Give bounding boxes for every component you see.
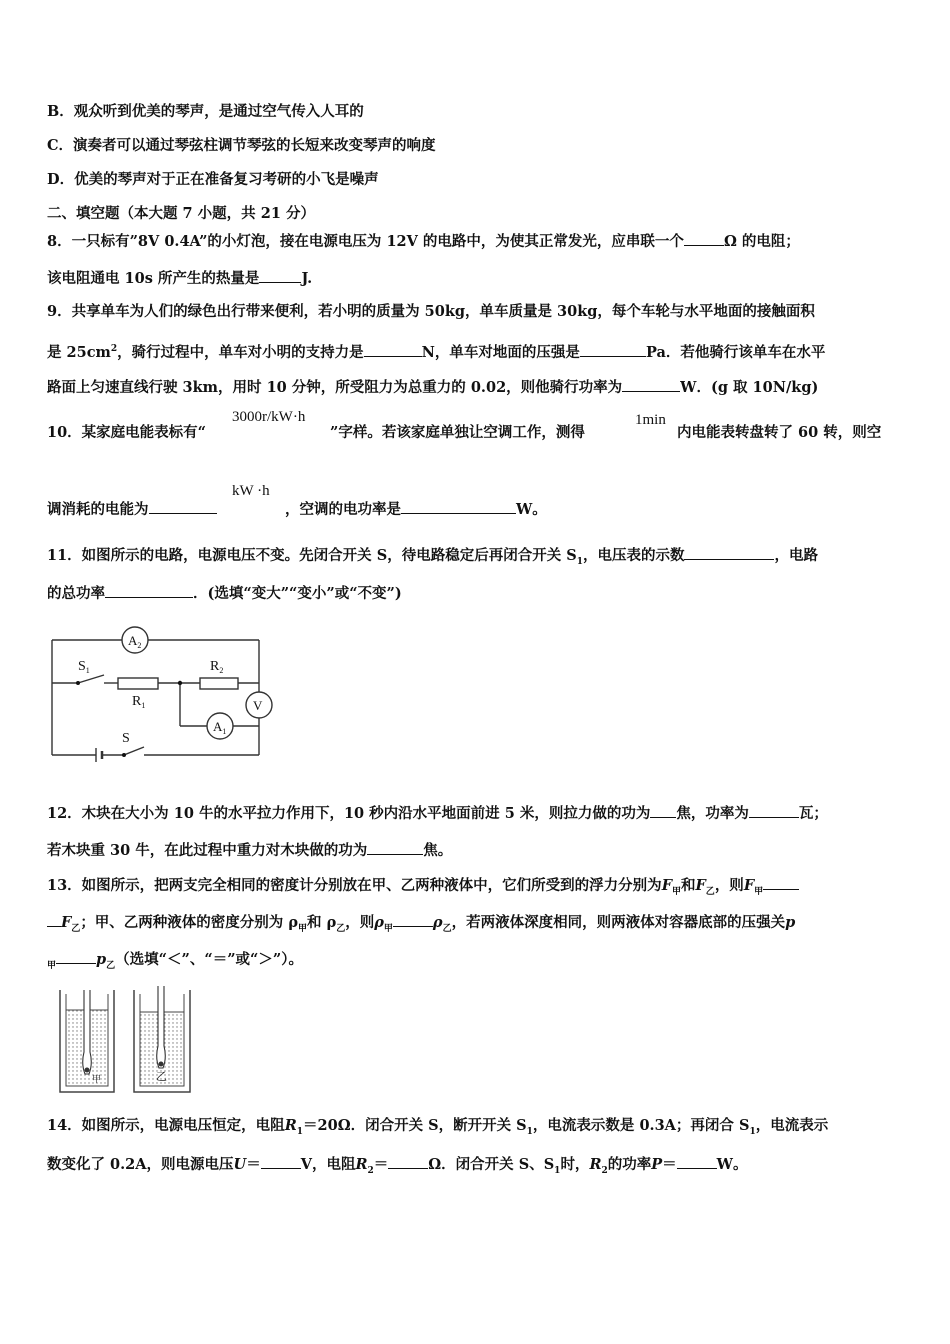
q11-sub: 1 — [576, 556, 583, 567]
q13-line3 — [47, 949, 303, 975]
resistor-r1 — [118, 678, 158, 689]
label-jia: 甲 — [92, 1075, 102, 1085]
q13-line1 — [47, 875, 799, 901]
q13-rho: ρ — [374, 914, 384, 931]
resistor-r2 — [200, 678, 238, 689]
q14-p: P — [651, 1156, 663, 1173]
q13-sub-5: 甲 — [298, 923, 308, 934]
label-s1: $S_1$ — [78, 659, 90, 675]
q13-sub-10: 乙 — [106, 960, 116, 971]
label-s: S — [122, 731, 130, 746]
q10-text-c: 内电能表转盘转了 60 转，则空 — [677, 424, 882, 441]
q13-f1: F — [661, 877, 672, 894]
q9-text-e: 路面上匀速直线行驶 3km，用时 10 分钟，所受阻力为总重力的 0.02，则他骑行功率为 — [47, 379, 623, 396]
q14-line1 — [47, 1117, 828, 1141]
beaker-jia — [60, 990, 114, 1092]
q14-text-i: 的功率 — [607, 1156, 652, 1173]
q13-sub-2: 乙 — [705, 886, 715, 897]
q10-line2 — [47, 499, 217, 519]
beaker-yi — [134, 986, 190, 1092]
q14-line2 — [47, 1154, 747, 1180]
q11-line1 — [47, 545, 818, 571]
hydrometer-yi — [157, 986, 166, 1068]
q14-r2-b: R — [589, 1156, 602, 1173]
q11-blank-2[interactable] — [105, 583, 193, 598]
label-yi: 乙 — [156, 1070, 167, 1083]
q10-blank-2[interactable] — [401, 499, 516, 514]
q13-text-d: ；甲、乙两种液体的密度分别为 ρ — [80, 914, 299, 931]
option-b: B．观众听到优美的琴声，是通过空气传入人耳的 — [47, 103, 364, 120]
q9-text-f: W．(g 取 10N/kg) — [680, 379, 819, 396]
label-a1: $A_1$ — [213, 719, 227, 736]
q9-blank-3[interactable] — [622, 377, 680, 392]
q10-text-e: ，空调的电功率是 — [285, 501, 401, 518]
q13-rho-2: ρ — [432, 914, 443, 931]
q10-line2b — [285, 499, 547, 519]
q9-line1: 9．共享单车为人们的绿色出行带来便利，若小明的质量为 50kg，单车质量是 30kg，每个车轮与水平地面的接触面积 — [47, 303, 815, 320]
q11-text-d: 的总功率 — [47, 585, 105, 602]
q8-text-d: J. — [301, 270, 313, 287]
q14-blank-3[interactable] — [677, 1154, 717, 1169]
q9-text-d: Pa．若他骑行该单车在水平 — [645, 343, 826, 361]
q8-line2 — [47, 268, 312, 288]
q8-text-b: Ω 的电阻； — [723, 233, 800, 250]
section-heading: 二、填空题（本大题 7 小题，共 21 分） — [47, 205, 315, 222]
junction-dot — [178, 681, 182, 685]
q13-sub-7: 甲 — [383, 923, 393, 934]
q13-blank-1a[interactable] — [763, 875, 799, 890]
q9-text-b: ，骑行过程中，单车对小明的支持力是 — [117, 343, 364, 361]
q14-text-h: 时， — [560, 1156, 590, 1173]
q13-blank-2[interactable] — [393, 912, 433, 927]
q11-text-a: 11．如图所示的电路，电源电压不变。先闭合开关 S，待电路稳定后再闭合开关 S — [47, 547, 577, 564]
q9-line2 — [47, 340, 825, 362]
q10-meter-spec: 3000r/kW·h — [232, 409, 306, 425]
q13-sub-6: 乙 — [336, 923, 346, 934]
q12-blank-1[interactable] — [650, 803, 676, 818]
q12-line1 — [47, 803, 828, 823]
q9-text-a: 是 25cm — [47, 343, 111, 361]
q13-f2: F — [695, 877, 706, 894]
q12-text-b: 焦，功率为 — [676, 805, 749, 822]
q13-text-b: 和 — [681, 877, 696, 894]
q10-text-f: W。 — [516, 501, 547, 518]
q10-unit: kW ·h — [232, 483, 270, 499]
q13-line2 — [47, 912, 795, 938]
q13-f3: F — [743, 877, 755, 894]
hydrometer-jia — [83, 990, 92, 1074]
q12-text-e: 焦。 — [423, 842, 453, 859]
q13-sub-4: 乙 — [71, 923, 81, 934]
q14-text-j: W。 — [716, 1156, 748, 1173]
q14-text-g: Ω．闭合开关 S、S — [428, 1156, 555, 1173]
q9-blank-1[interactable] — [364, 342, 422, 357]
q14-eq-3: ＝ — [662, 1156, 677, 1173]
option-d: D．优美的琴声对于正在准备复习考研的小飞是噪声 — [47, 171, 379, 188]
q14-text-b: ＝20Ω．闭合开关 S，断开开关 S — [303, 1117, 527, 1134]
switch-s1-pivot — [76, 681, 80, 685]
q14-blank-2[interactable] — [388, 1154, 428, 1169]
circuit-diagram — [44, 620, 284, 765]
q14-text-e: 数变化了 0.2A，则电源电压 — [47, 1156, 234, 1173]
q13-p2: p — [96, 951, 107, 968]
switch-s1-blade — [78, 675, 104, 683]
q9-sup: 2 — [110, 344, 118, 354]
q10-text-d: 调消耗的电能为 — [47, 501, 149, 518]
q14-r1: R — [284, 1117, 297, 1134]
q14-r2: R — [355, 1156, 368, 1173]
q14-text-c: ，电流表示数是 0.3A；再闭合 S — [532, 1117, 750, 1134]
q11-line2 — [47, 583, 402, 603]
q11-text-e: ．(选填“变大”“变小”或“不变”) — [193, 585, 402, 602]
q13-sub-9: 甲 — [47, 960, 57, 971]
q14-sub-3: 1 — [749, 1126, 756, 1137]
q14-sub-1: 1 — [296, 1126, 304, 1137]
option-c: C．演奏者可以通过琴弦柱调节琴弦的长短来改变琴声的响度 — [47, 137, 436, 154]
q13-text-c: ，则 — [714, 877, 744, 894]
q14-sub-6: 2 — [601, 1165, 608, 1176]
q11-text-b: ，电压表的示数 — [582, 547, 685, 564]
switch-s-blade — [124, 747, 144, 755]
q14-blank-1[interactable] — [261, 1154, 301, 1169]
q12-text-a: 12．木块在大小为 10 牛的水平拉力作用下，10 秒内沿水平地面前进 5 米，则拉力做的功为 — [47, 805, 651, 822]
q14-sub-2: 1 — [526, 1126, 533, 1137]
q8-blank-2[interactable] — [259, 268, 301, 283]
q10-time: 1min — [635, 412, 666, 428]
q14-eq-1: ＝ — [246, 1156, 261, 1173]
q11-text-c: ，电路 — [774, 547, 818, 564]
q13-blank-3[interactable] — [56, 949, 96, 964]
q13-text-a: 13．如图所示，把两支完全相同的密度计分别放在甲、乙两种液体中，它们所受到的浮力分别为 — [47, 877, 662, 894]
label-r1: $R_1$ — [132, 694, 146, 710]
q13-p1: p — [785, 914, 796, 931]
q14-eq-2: ＝ — [373, 1156, 389, 1173]
q13-sub-8: 乙 — [442, 923, 452, 934]
q14-sub-5: 1 — [554, 1165, 561, 1176]
q13-text-h: （选填“＜”、“＝”或“＞”）。 — [115, 951, 303, 968]
q13-f4: F — [61, 914, 72, 931]
q8-text-a: 8．一只标有”8V 0.4A”的小灯泡，接在电源电压为 12V 的电路中，为使其正常发光，应串联一个 — [47, 233, 684, 250]
label-a2: $A_2$ — [128, 633, 142, 650]
q13-sub-1: 甲 — [671, 886, 681, 897]
q14-text-d: ，电流表示 — [755, 1117, 829, 1134]
q12-text-d: 若木块重 30 牛，在此过程中重力对木块做的功为 — [47, 842, 368, 859]
q10-blank-1[interactable] — [149, 499, 217, 514]
q13-text-f: ，则 — [345, 914, 375, 931]
q9-blank-2[interactable] — [580, 342, 646, 357]
q8-line1 — [47, 231, 800, 251]
q13-blank-1b[interactable] — [47, 912, 61, 927]
q8-text-c: 该电阻通电 10s 所产生的热量是 — [47, 270, 260, 287]
q12-text-c: 瓦； — [798, 805, 828, 822]
q12-blank-2[interactable] — [749, 803, 799, 818]
q14-text-f: V，电阻 — [300, 1156, 356, 1173]
q14-text-a: 14．如图所示，电源电压恒定，电阻 — [47, 1117, 285, 1134]
q13-sub-3: 甲 — [754, 886, 764, 897]
label-v: V — [253, 698, 263, 713]
q14-u: U — [233, 1156, 247, 1173]
q9-line3 — [47, 377, 818, 397]
q13-text-g: ，若两液体深度相同，则两液体对容器底部的压强关 — [451, 914, 786, 931]
q10-text-b: ”字样。若该家庭单独让空调工作，测得 — [330, 424, 585, 441]
hydrometer-diagram — [44, 982, 204, 1102]
label-r2: $R_2$ — [210, 659, 224, 675]
q11-blank-1[interactable] — [684, 545, 774, 560]
q10-text-a: 10．某家庭电能表标有“ — [47, 424, 207, 441]
q9-text-c: N，单车对地面的压强是 — [421, 343, 580, 361]
switch-s-pivot — [122, 753, 126, 757]
q12-line2 — [47, 840, 452, 860]
q14-sub-4: 2 — [367, 1165, 374, 1176]
q13-text-e: 和 ρ — [307, 914, 337, 931]
q12-blank-3[interactable] — [367, 840, 423, 855]
q8-blank-1[interactable] — [684, 231, 724, 246]
